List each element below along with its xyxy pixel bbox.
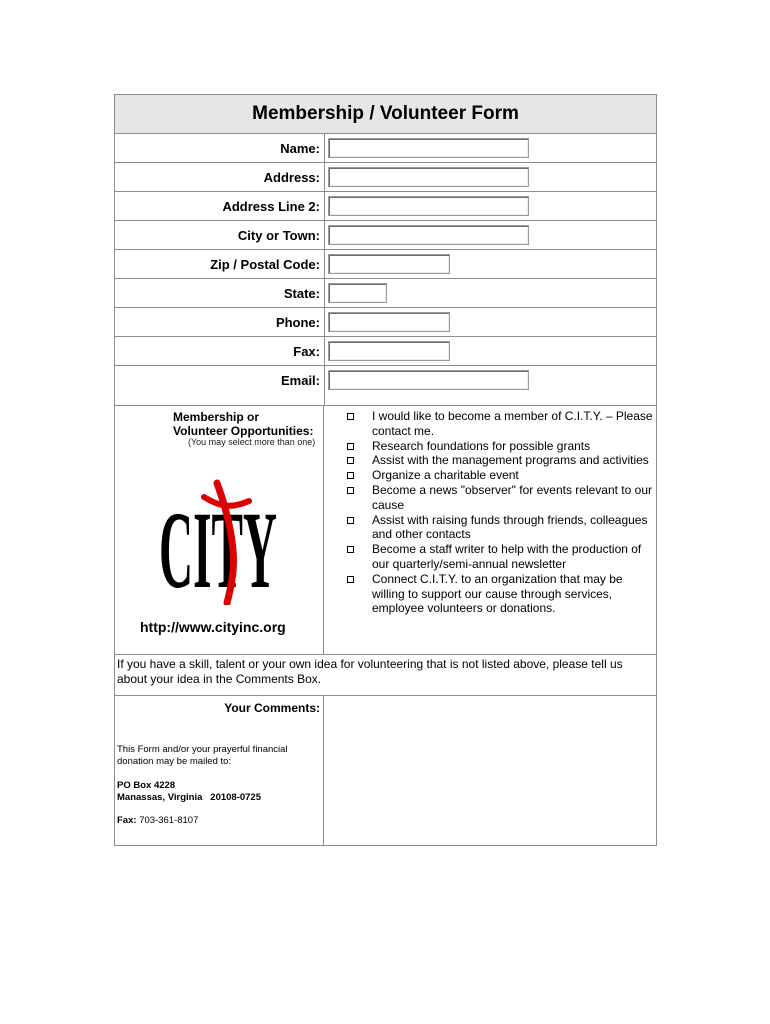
- email-row: [115, 366, 656, 406]
- form-title-row: [115, 95, 656, 134]
- phone-field[interactable]: [328, 312, 450, 332]
- comments-label: Your Comments:: [224, 701, 320, 715]
- opportunities-label: Membership or Volunteer Opportunities:: [173, 410, 314, 438]
- mail-note: This Form and/or your prayerful financial donation may be mailed to:: [117, 744, 288, 767]
- address-field[interactable]: [328, 167, 529, 187]
- name-row: [115, 134, 656, 163]
- opportunities-section: [115, 406, 656, 655]
- comments-section: [115, 696, 656, 845]
- skill-prompt-text: If you have a skill, talent or your own idea for volunteering that is not listed above, please tell us about your idea in the Comments Box.: [117, 657, 623, 686]
- email-field[interactable]: [328, 370, 529, 390]
- state-field[interactable]: [328, 283, 387, 303]
- address-line2-field[interactable]: [328, 196, 529, 216]
- checkbox[interactable]: [347, 517, 354, 524]
- phone-row: [115, 308, 656, 337]
- website-url[interactable]: http://www.cityinc.org: [140, 619, 286, 635]
- skill-prompt-row: [115, 655, 656, 696]
- opportunity-item[interactable]: Research foundations for possible grants: [345, 439, 655, 454]
- address-row: [115, 163, 656, 192]
- comments-left-cell: [115, 696, 324, 845]
- address-line2-row: [115, 192, 656, 221]
- opportunity-item[interactable]: Assist with the management programs and activities: [345, 453, 655, 468]
- checkbox[interactable]: [347, 457, 354, 464]
- fax-contact: [117, 815, 198, 826]
- checkbox[interactable]: [347, 472, 354, 479]
- email-label: Email:: [280, 373, 320, 388]
- opportunities-list: [345, 409, 655, 616]
- opportunities-note: (You may select more than one): [188, 437, 316, 447]
- opportunity-item[interactable]: Connect C.I.T.Y. to an organization that may be willing to support our cause through services, employee volunteers or donations.: [345, 572, 655, 616]
- mailing-address: [117, 780, 261, 804]
- checkbox[interactable]: [347, 443, 354, 450]
- opportunity-item[interactable]: Assist with raising funds through friends, colleagues and other contacts: [345, 513, 655, 543]
- city-label: City or Town:: [237, 228, 320, 243]
- svg-text:CITY: CITY: [159, 489, 277, 605]
- state-label: State:: [283, 286, 320, 301]
- comments-box[interactable]: [325, 696, 656, 845]
- fax-row: [115, 337, 656, 366]
- checkbox[interactable]: [347, 546, 354, 553]
- form-title: Membership / Volunteer Form: [252, 103, 519, 124]
- city-state-zip: Manassas, Virginia 20108-0725: [117, 792, 261, 803]
- address-line2-label: Address Line 2:: [222, 199, 320, 214]
- fax-field[interactable]: [328, 341, 450, 361]
- fax-number: 703-361-8107: [139, 815, 199, 826]
- po-box: PO Box 4228: [117, 780, 176, 791]
- name-label: Name:: [280, 141, 320, 156]
- membership-volunteer-form: [114, 94, 657, 846]
- opportunity-item[interactable]: Become a news "observer" for events relevant to our cause: [345, 483, 655, 513]
- zip-label: Zip / Postal Code:: [210, 257, 320, 272]
- city-logo: [159, 475, 279, 605]
- checkbox[interactable]: [347, 487, 354, 494]
- opportunity-item[interactable]: Become a staff writer to help with the production of our quarterly/semi-annual newsletter: [345, 542, 655, 572]
- checkbox[interactable]: [347, 413, 354, 420]
- city-field[interactable]: [328, 225, 529, 245]
- name-field[interactable]: [328, 138, 529, 158]
- checkbox[interactable]: [347, 576, 354, 583]
- field-column-divider: [324, 134, 325, 406]
- fax-label: Fax:: [293, 344, 320, 359]
- city-row: [115, 221, 656, 250]
- phone-label: Phone:: [275, 315, 320, 330]
- fax-contact-label: Fax:: [117, 815, 137, 826]
- zip-row: [115, 250, 656, 279]
- opportunity-item[interactable]: Organize a charitable event: [345, 468, 655, 483]
- opportunities-left-cell: [115, 406, 324, 654]
- state-row: [115, 279, 656, 308]
- opportunity-item[interactable]: I would like to become a member of C.I.T.Y. – Please contact me.: [345, 409, 655, 439]
- address-label: Address:: [263, 170, 320, 185]
- zip-field[interactable]: [328, 254, 450, 274]
